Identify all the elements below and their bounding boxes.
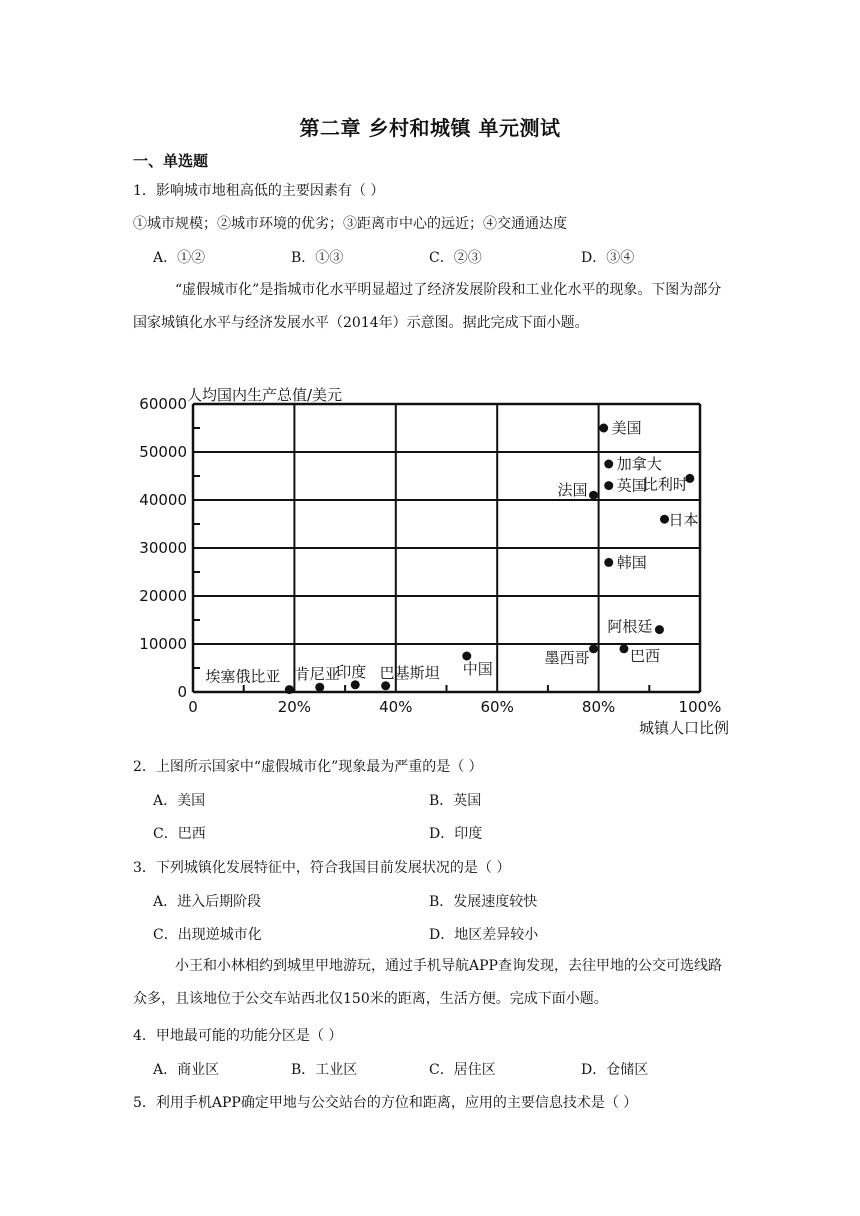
data-point	[655, 625, 664, 634]
q1-option-b[interactable]: B．①③	[291, 250, 344, 266]
q4-option-d[interactable]: D．仓储区	[581, 1062, 649, 1078]
q3-option-c[interactable]: C．出现逆城市化	[153, 927, 262, 943]
data-point	[315, 683, 324, 692]
x-tick-labels	[188, 698, 721, 716]
data-point-label: 比利时	[642, 475, 688, 494]
question-4-stem: 4．甲地最可能的功能分区是（ ）	[133, 1028, 343, 1044]
data-point-label: 阿根廷	[607, 617, 653, 636]
data-point-label: 肯尼亚	[294, 665, 340, 684]
data-point	[351, 680, 360, 689]
x-tick-label: 80%	[581, 698, 616, 716]
q1-option-a[interactable]: A．①②	[153, 250, 206, 266]
data-point-label: 英国	[616, 476, 647, 495]
y-tick-label: 30000	[139, 539, 187, 557]
q2-option-d[interactable]: D．印度	[429, 826, 483, 842]
data-point	[604, 481, 613, 490]
x-tick-label: 0	[188, 698, 198, 716]
data-point	[604, 558, 613, 567]
y-tick-label: 40000	[139, 491, 187, 509]
question-1-stem: 1．影响城市地租高低的主要因素有（ ）	[133, 183, 385, 199]
data-point-label: 埃塞俄比亚	[205, 667, 281, 686]
data-point-label: 加拿大	[616, 455, 662, 473]
data-point-label: 巴基斯坦	[379, 663, 440, 682]
y-tick-label: 60000	[139, 395, 187, 413]
q3-option-d[interactable]: D．地区差异较小	[429, 927, 539, 943]
q4-option-a[interactable]: A．商业区	[153, 1062, 220, 1078]
data-point	[381, 681, 390, 690]
q3-option-b[interactable]: B．发展速度较快	[429, 894, 538, 910]
q4-option-b[interactable]: B．工业区	[291, 1062, 358, 1078]
section-heading: 一、单选题	[133, 152, 209, 170]
x-tick-label: 40%	[379, 698, 413, 716]
y-axis-label: 人均国内生产总值/美元	[187, 386, 343, 404]
question-3-stem: 3．下列城镇化发展特征中，符合我国目前发展状况的是（ ）	[133, 860, 511, 876]
data-point-label: 中国	[462, 660, 493, 678]
data-point-label: 印度	[336, 662, 367, 681]
data-point	[619, 644, 628, 653]
data-point-label: 韩国	[616, 553, 647, 572]
x-axis-label: 城镇人口比例	[638, 719, 729, 737]
q2-option-c[interactable]: C．巴西	[153, 826, 206, 842]
data-point-label: 墨西哥	[544, 648, 590, 667]
scatter-chart	[130, 378, 740, 740]
passage-2: 小王和小林相约到城里甲地游玩，通过手机导航APP查询发现，去往甲地的公交可选线路众多，且该地位于公交车站西北仅150米的距离，生活方便。完成下面小题。	[133, 958, 722, 1007]
data-point	[604, 460, 613, 469]
y-tick-label: 50000	[139, 443, 187, 461]
y-tick-label: 0	[177, 683, 187, 701]
q3-option-a[interactable]: A．进入后期阶段	[153, 894, 262, 910]
data-point-label: 巴西	[629, 646, 660, 665]
passage-1: “虚假城市化”是指城市化水平明显超过了经济发展阶段和工业化水平的现象。下图为部分国家城镇化水平与经济发展水平（2014年）示意图。据此完成下面小题。	[133, 282, 722, 331]
data-point-label: 美国	[611, 419, 642, 437]
question-5-stem: 5．利用手机APP确定甲地与公交站台的方位和距离，应用的主要信息技术是（ ）	[133, 1095, 638, 1111]
q2-option-b[interactable]: B．英国	[429, 793, 482, 809]
data-point	[285, 685, 294, 694]
question-1-detail: ①城市规模；②城市环境的优劣；③距离市中心的远近；④交通通达度	[133, 216, 567, 232]
q4-option-c[interactable]: C．居住区	[429, 1062, 496, 1078]
x-tick-label: 100%	[678, 698, 722, 716]
q1-option-d[interactable]: D．③④	[581, 250, 635, 266]
x-tick-label: 20%	[277, 698, 312, 716]
q1-option-c[interactable]: C．②③	[429, 250, 482, 266]
data-point-label: 法国	[557, 481, 588, 500]
page-title: 第二章 乡村和城镇 单元测试	[299, 116, 561, 140]
x-tick-label: 60%	[480, 698, 514, 716]
data-point	[599, 424, 608, 433]
y-tick-labels	[139, 395, 187, 701]
y-tick-label: 20000	[139, 587, 187, 605]
q2-option-a[interactable]: A．美国	[153, 793, 206, 809]
data-point	[589, 644, 598, 653]
question-2-stem: 2．上图所示国家中“虚假城市化”现象最为严重的是（ ）	[133, 759, 483, 775]
y-tick-label: 10000	[139, 635, 187, 653]
data-point-label: 日本	[668, 511, 699, 530]
data-point	[589, 491, 598, 500]
